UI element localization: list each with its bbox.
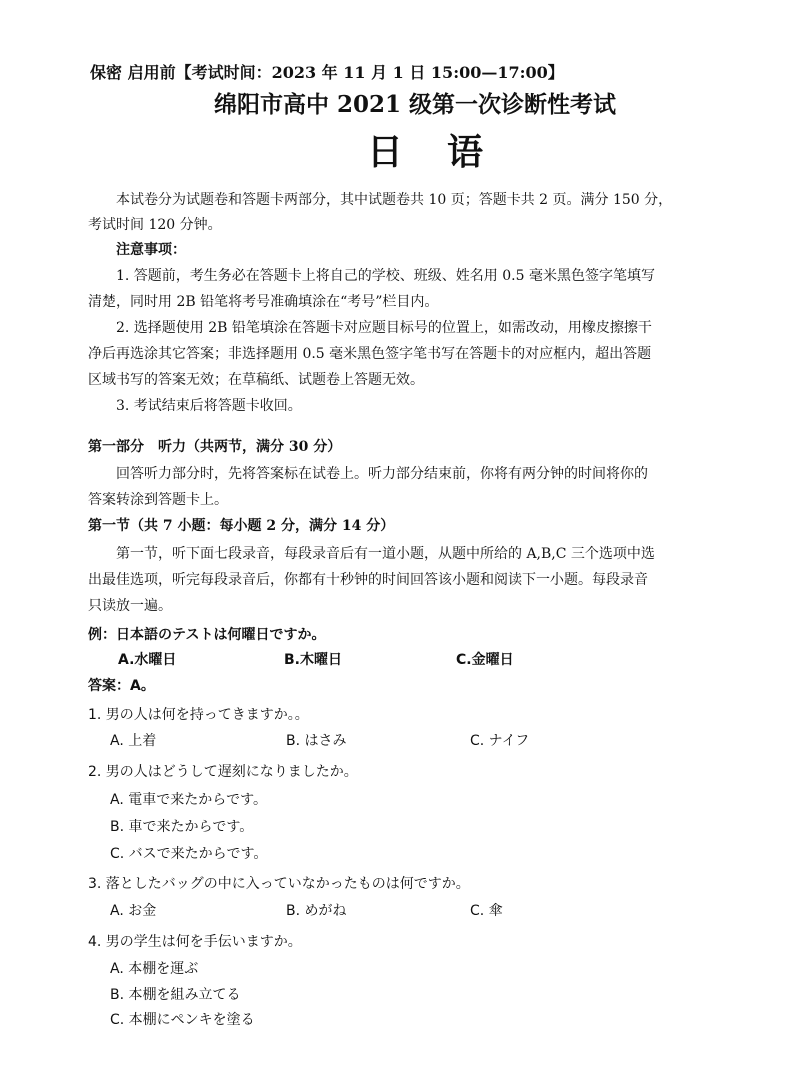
question-3-option-c: C. 傘 xyxy=(470,903,503,919)
section1-line-3: 只读放一遍。 xyxy=(88,598,172,614)
question-4: 4. 男の学生は何を手伝いますか。 xyxy=(88,934,302,950)
secrecy-line: 保密 启用前【考试时间：2023 年 11 月 1 日 15:00—17:00】 xyxy=(90,63,564,82)
example-answer: 答案：A。 xyxy=(88,678,155,694)
notice-1-line-2: 清楚，同时用 2B 铅笔将考号准确填涂在“考号”栏目内。 xyxy=(88,294,439,310)
question-3-option-a: A. お金 xyxy=(110,903,157,919)
question-2-option-c: C. バスで来たからです。 xyxy=(110,846,268,862)
notice-2-line-1: 2. 选择题使用 2B 铅笔填涂在答题卡对应题目标号的位置上，如需改动，用橡皮擦擦干 xyxy=(116,320,652,336)
part1-desc-line-2: 答案转涂到答题卡上。 xyxy=(88,492,228,508)
question-1-option-c: C. ナイフ xyxy=(470,733,530,749)
intro-line-1: 本试卷分为试题卷和答题卡两部分，其中试题卷共 10 页；答题卡共 2 页。满分 150 分， xyxy=(116,192,673,208)
question-1: 1. 男の人は何を持ってきますか。。 xyxy=(88,707,309,723)
section1-line-2: 出最佳选项，听完每段录音后，你都有十秒钟的时间回答该小题和阅读下一小题。每段录音 xyxy=(88,572,648,588)
subject-title: 日 语 xyxy=(367,132,488,173)
notice-3: 3. 考试结束后将答题卡收回。 xyxy=(116,398,302,414)
intro-line-2: 考试时间 120 分钟。 xyxy=(88,217,222,233)
part1-heading: 第一部分 听力（共两节，满分 30 分） xyxy=(88,439,342,455)
question-1-option-b: B. はさみ xyxy=(286,733,347,749)
question-2-option-b: B. 車で来たからです。 xyxy=(110,819,254,835)
question-2-option-a: A. 電車で来たからです。 xyxy=(110,792,267,808)
question-4-option-b: B. 本棚を組み立てる xyxy=(110,987,241,1003)
question-2: 2. 男の人はどうして遅刻になりましたか。 xyxy=(88,764,358,780)
question-4-option-c: C. 本棚にペンキを塗る xyxy=(110,1012,255,1028)
example-option-a: A.水曜日 xyxy=(118,652,177,668)
question-3: 3. 落としたバッグの中に入っていなかったものは何ですか。 xyxy=(88,876,470,892)
exam-title: 绵阳市高中 2021 级第一次诊断性考试 xyxy=(214,91,617,118)
example-question: 例：日本語のテストは何曜日ですか。 xyxy=(88,627,326,643)
question-1-option-a: A. 上着 xyxy=(110,733,157,749)
question-3-option-b: B. めがね xyxy=(286,903,347,919)
notice-2-line-3: 区域书写的答案无效；在草稿纸、试题卷上答题无效。 xyxy=(88,372,424,388)
example-option-b: B.木曜日 xyxy=(284,652,342,668)
section1-heading: 第一节（共 7 小题：每小题 2 分，满分 14 分） xyxy=(88,518,395,534)
example-option-c: C.金曜日 xyxy=(456,652,514,668)
question-4-option-a: A. 本棚を運ぶ xyxy=(110,961,199,977)
notice-2-line-2: 净后再选涂其它答案；非选择题用 0.5 毫米黑色签字笔书写在答题卡的对应框内，超出答题 xyxy=(88,346,652,362)
notice-title: 注意事项： xyxy=(116,242,186,258)
notice-1-line-1: 1. 答题前，考生务必在答题卡上将自己的学校、班级、姓名用 0.5 毫米黑色签字笔填写 xyxy=(116,268,655,284)
part1-desc-line-1: 回答听力部分时，先将答案标在试卷上。听力部分结束前，你将有两分钟的时间将你的 xyxy=(116,466,648,482)
section1-line-1: 第一节，听下面七段录音，每段录音后有一道小题，从题中所给的 A,B,C 三个选项中选 xyxy=(116,546,655,562)
